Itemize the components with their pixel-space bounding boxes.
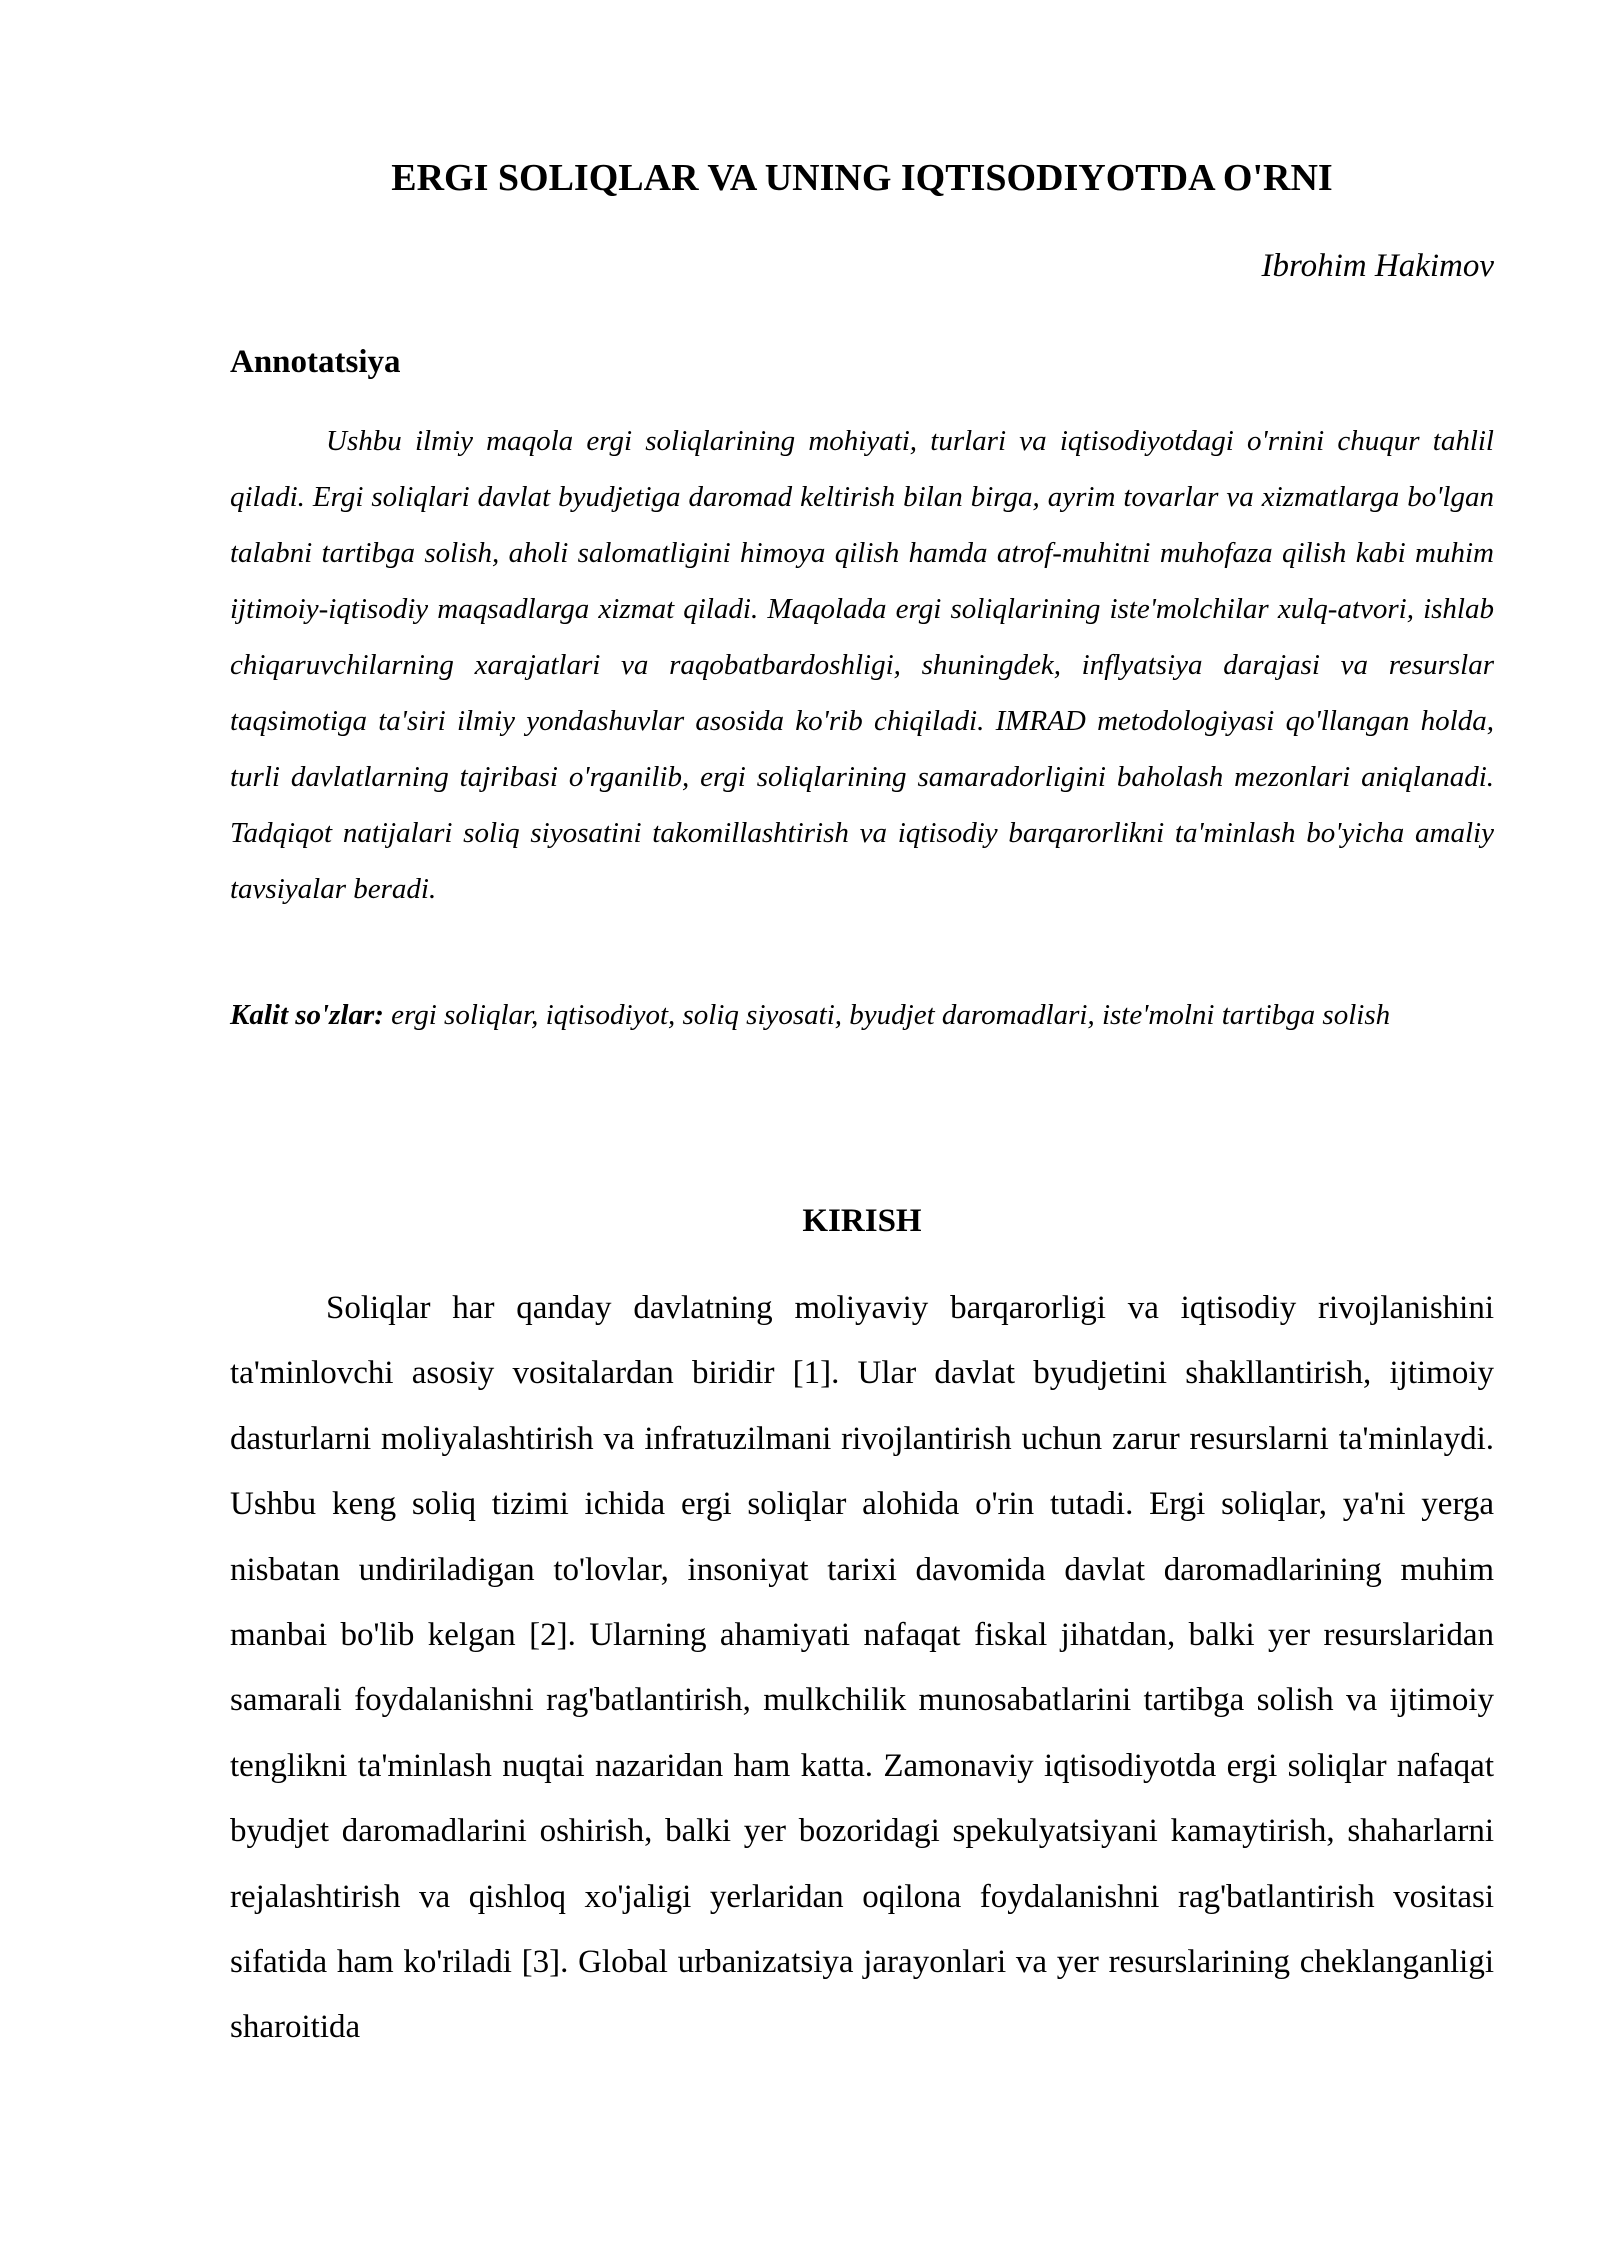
keywords-paragraph: [230, 983, 1494, 1047]
section-heading-introduction: KIRISH: [802, 1203, 922, 1239]
author-name: Ibrohim Hakimov: [1261, 248, 1494, 284]
abstract-heading: Annotatsiya: [230, 344, 401, 380]
paper-title: ERGI SOLIQLAR VA UNING IQTISODIYOTDA O'RNI: [391, 157, 1333, 199]
keywords-label: Kalit so'zlar:: [230, 999, 384, 1031]
abstract-text: Ushbu ilmiy maqola ergi soliqlarining mohiyati, turlari va iqtisodiyotdagi o'rnini chuqur tahlil qiladi. Ergi soliqlari davlat byudjetiga daromad keltirish bilan birga, ayrim tovarlar va xizmatlarga bo'lgan talabni tartibga solish, aholi salomatligini himoya qilish hamda atrof-muhitni muhofaza qilish kabi muhim ijtimoiy-iqtisodiy maqsadlarga xizmat qiladi. Maqolada ergi soliqlarining iste'molchilar xulq-atvori, ishlab chiqaruvchilarning xarajatlari va raqobatbardoshligi, shuningdek, inflyatsiya darajasi va resurslar taqsimotiga ta'siri ilmiy yondashuvlar asosida ko'rib chiqiladi. IMRAD metodologiyasi qo'llangan holda, turli davlatlarning tajribasi o'rganilib, ergi soliqlarining samaradorligini baholash mezonlari aniqlanadi. Tadqiqot natijalari soliq siyosatini takomillashtirish va iqtisodiy barqarorlikni ta'minlash bo'yicha amaliy tavsiyalar beradi.: [230, 425, 1494, 905]
keywords-text: ergi soliqlar, iqtisodiyot, soliq siyosati, byudjet daromadlari, iste'molni tartibga solish: [391, 999, 1391, 1031]
section-text-introduction: Soliqlar har qanday davlatning moliyaviy barqarorligi va iqtisodiy rivojlanishini ta'minlovchi asosiy vositalardan biridir [1]. Ular davlat byudjetini shakllantirish, ijtimoiy dasturlarni moliyalashtirish va infratuzilmani rivojlantirish uchun zarur resurslarni ta'minlaydi. Ushbu keng soliq tizimi ichida ergi soliqlar alohida o'rin tutadi. Ergi soliqlar, ya'ni yerga nisbatan undiriladigan to'lovlar, insoniyat tarixi davomida davlat daromadlarining muhim manbai bo'lib kelgan [2]. Ularning ahamiyati nafaqat fiskal jihatdan, balki yer resurslaridan samarali foydalanishni rag'batlantirish, mulkchilik munosabatlarini tartibga solish va ijtimoiy tenglikni ta'minlash nuqtai nazaridan ham katta. Zamonaviy iqtisodiyotda ergi soliqlar nafaqat byudjet daromadlarini oshirish, balki yer bozoridagi spekulyatsiyani kamaytirish, shaharlarni rejalashtirish va qishloq xo'jaligi yerlaridan oqilona foydalanishni rag'batlantirish vositasi sifatida ham ko'riladi [3]. Global urbanizatsiya jarayonlari va yer resurslarining cheklanganligi sharoitida: [230, 1290, 1494, 2046]
